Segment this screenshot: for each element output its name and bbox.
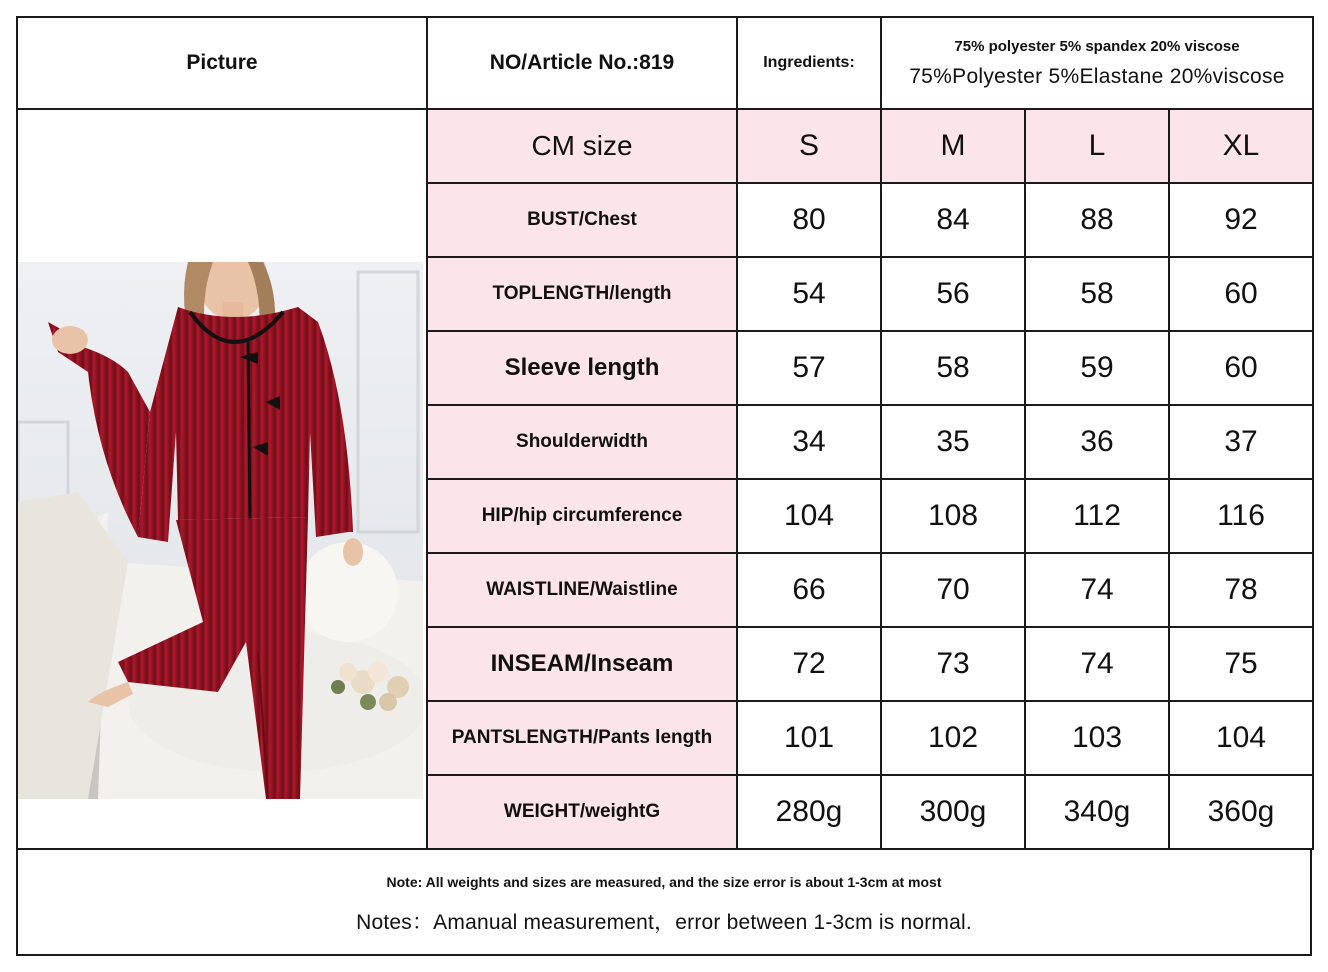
row-value: 116 — [1169, 479, 1313, 553]
size-chart-sheet — [16, 16, 1312, 956]
ingredients-cell — [881, 17, 1313, 109]
row-value: 360g — [1169, 775, 1313, 849]
row-value: 60 — [1169, 257, 1313, 331]
row-label: Shoulderwidth — [427, 405, 737, 479]
size-header-label: CM size — [427, 109, 737, 183]
row-label: WEIGHT/weightG — [427, 775, 737, 849]
size-header-row — [17, 109, 1313, 183]
row-value: 88 — [1025, 183, 1169, 257]
row-value: 103 — [1025, 701, 1169, 775]
row-value: 37 — [1169, 405, 1313, 479]
header-row — [17, 17, 1313, 109]
size-chart-table — [16, 16, 1314, 850]
article-number: NO/Article No.:819 — [427, 17, 737, 109]
row-value: 104 — [1169, 701, 1313, 775]
row-value: 300g — [881, 775, 1025, 849]
row-value: 58 — [881, 331, 1025, 405]
row-value: 73 — [881, 627, 1025, 701]
row-value: 84 — [881, 183, 1025, 257]
row-value: 101 — [737, 701, 881, 775]
size-header-l: L — [1025, 109, 1169, 183]
row-value: 104 — [737, 479, 881, 553]
row-value: 108 — [881, 479, 1025, 553]
row-label: WAISTLINE/Waistline — [427, 553, 737, 627]
row-label: Sleeve length — [427, 331, 737, 405]
picture-label: Picture — [17, 17, 427, 109]
row-value: 66 — [737, 553, 881, 627]
row-label: INSEAM/Inseam — [427, 627, 737, 701]
row-value: 35 — [881, 405, 1025, 479]
row-value: 34 — [737, 405, 881, 479]
picture-cell — [17, 109, 427, 849]
notes-footer — [16, 848, 1312, 956]
row-label: HIP/hip circumference — [427, 479, 737, 553]
row-value: 92 — [1169, 183, 1313, 257]
row-value: 58 — [1025, 257, 1169, 331]
row-value: 74 — [1025, 627, 1169, 701]
row-value: 36 — [1025, 405, 1169, 479]
row-label: TOPLENGTH/length — [427, 257, 737, 331]
row-value: 102 — [881, 701, 1025, 775]
row-value: 80 — [737, 183, 881, 257]
size-header-xl: XL — [1169, 109, 1313, 183]
row-value: 112 — [1025, 479, 1169, 553]
row-value: 70 — [881, 553, 1025, 627]
note-bold: Note: All weights and sizes are measured, and the size error is about 1-3cm at most — [386, 874, 942, 890]
row-label: BUST/Chest — [427, 183, 737, 257]
row-value: 78 — [1169, 553, 1313, 627]
row-label: PANTSLENGTH/Pants length — [427, 701, 737, 775]
note-regular: Notes：Amanual measurement，error between 1-3cm is normal. — [356, 911, 972, 934]
size-header-s: S — [737, 109, 881, 183]
ingredients-line-1: 75% polyester 5% spandex 20% viscose — [954, 37, 1240, 55]
row-value: 74 — [1025, 553, 1169, 627]
row-value: 72 — [737, 627, 881, 701]
row-value: 60 — [1169, 331, 1313, 405]
product-photo — [18, 262, 423, 799]
row-value: 280g — [737, 775, 881, 849]
row-value: 57 — [737, 331, 881, 405]
product-illustration — [18, 262, 423, 799]
row-value: 56 — [881, 257, 1025, 331]
size-header-m: M — [881, 109, 1025, 183]
row-value: 59 — [1025, 331, 1169, 405]
ingredients-label: Ingredients: — [737, 17, 881, 109]
row-value: 54 — [737, 257, 881, 331]
row-value: 75 — [1169, 627, 1313, 701]
ingredients-line-2: 75%Polyester 5%Elastane 20%viscose — [909, 64, 1285, 88]
row-value: 340g — [1025, 775, 1169, 849]
